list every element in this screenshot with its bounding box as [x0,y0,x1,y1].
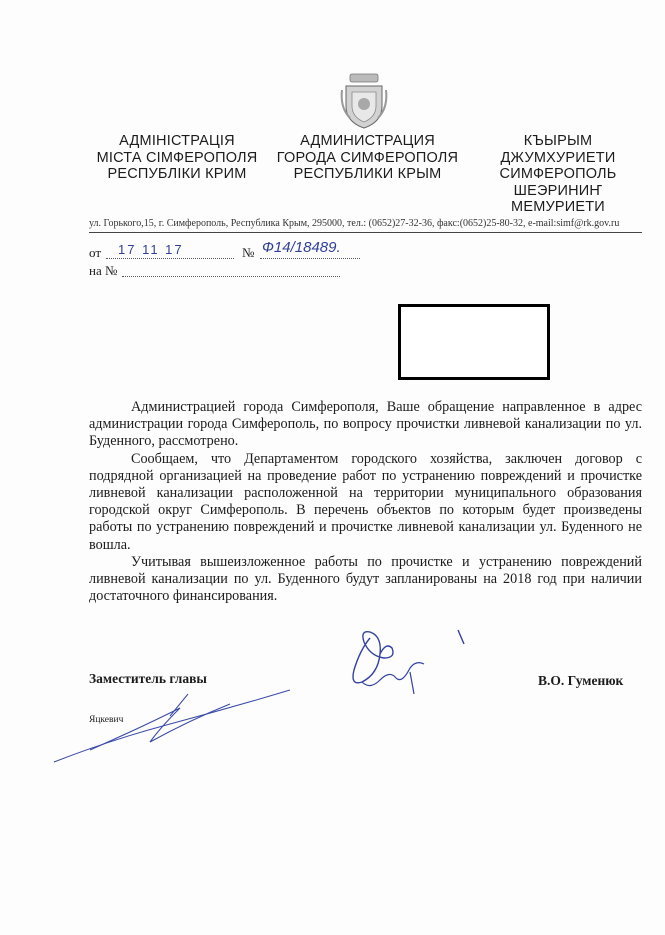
body-paragraph-2: Сообщаем, что Департаментом городского хозяйства, заключен договор с подрядной организацией на проведение работ по устранению повреждений и прочистке ливневой канализации расположенной на территории муниципального образования городской округ Симферополь. В перечень объектов по которым будет произведены работы по устранению повреждений и прочистке ливневой канализации ул. Буденного не вошла. [89,450,642,553]
signatory-name: В.О. Гуменюк [538,673,624,688]
header-crimean-tatar: КЪЫРЫМ ДЖУМХУРИЕТИ СИМФЕРОПОЛЬ ШЕЭРИНИҤ МЕМУРИЕТИ [499,133,617,215]
recipient-redaction-box [398,304,550,380]
header-ukrainian: АДМІНІСТРАЦІЯ МІСТА СІМФЕРОПОЛЯ РЕСПУБЛІКИ КРИМ [96,133,258,182]
address-line: ул. Горького,15, г. Симферополь, Республика Крым, 295000, тел.: (0652)27-32-36, факс:(0652)25-80-32, e-mail:simf@rk.gov.ru [89,218,620,229]
body-paragraph-3: Учитывая вышеизложенное работы по прочистке и устранению повреждений ливневой канализации по ул. Буденного будут запланированы на 2018 год при наличии достаточного финансирования. [89,553,642,605]
reference-field-line [122,264,340,277]
body-paragraph-1: Администрацией города Симферополя, Ваше обращение направленное в адрес администрации города Симферополь, по вопросу прочистки ливневой канализации по ул. Буденного, рассмотрено. [89,399,642,450]
date-value: 17 11 17 [118,242,184,257]
executor-initials-scribble [50,688,300,768]
number-label: № [242,245,255,260]
coat-of-arms-emblem [340,72,388,130]
handwritten-signature [340,620,480,710]
date-label: от [89,245,102,260]
executor-name: Яцкевич [89,715,124,725]
number-value: Ф14/18489. [262,239,341,256]
letter-body [89,399,642,605]
signatory-position: Заместитель главы [89,671,207,686]
header-rule [89,232,642,233]
header-russian: АДМИНИСТРАЦИЯ ГОРОДА СИМФЕРОПОЛЯ РЕСПУБЛИКИ КРЫМ [276,133,459,182]
reference-label: на № [89,263,118,278]
